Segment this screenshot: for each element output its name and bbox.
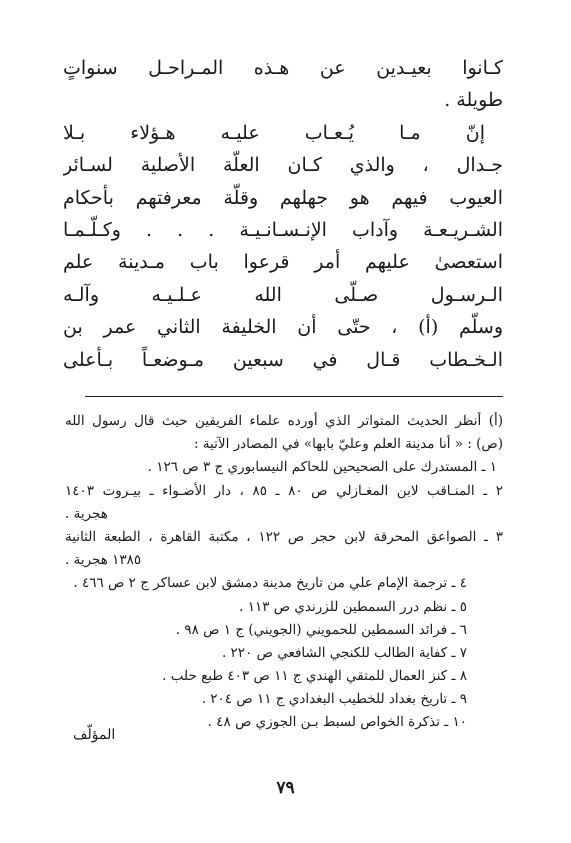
main-text-line: إنّ مـا يُـعـاب عليـه هـؤلاء بـلا (63, 121, 485, 144)
main-text-line: الـرسـول صـلّى الله عـلـيـه وآلـه (63, 283, 503, 306)
footnote-line: هجرية . (65, 505, 108, 522)
main-text-line: كـانوا بعيـدين عن هـذه المـراحـل سنواتٍ (63, 57, 503, 79)
footnote-line: (ص) : « أنا مدينة العلم وعليّ بابها» في المصادر الآتية : (193, 436, 503, 453)
main-text-line: طويلة . (444, 89, 503, 112)
footnote-line: ٣ ـ الصواعق المحرقة لابن حجر ص ١٢٢ ، مكتبة القاهرة ، الطبعة الثانية (65, 528, 503, 545)
page-number: ٧٩ (276, 778, 295, 798)
main-text-line: العيوب فيهم هو جهلهم وقلّة معرفتهم بأحكام (63, 186, 503, 209)
footnote-line: ١٠ ـ تذكرة الخواص لسبط بـن الجوزي ص ٤٨ . (207, 714, 467, 731)
footnote-divider (85, 396, 503, 397)
footnote-line: ٩ ـ تاريخ بغداد للخطيب البغدادي ج ١١ ص ٢٠٤ . (201, 691, 467, 708)
footnote-line: ٨ ـ كنز العمال للمتقي الهندي ج ١١ ص ٤٠٣ طبع حلب . (162, 668, 467, 685)
main-text-line: الـخـطاب قـال في سبعين مـوضعـاً بـأعلى (63, 348, 503, 371)
footnote-line: ١ ـ المستدرك على الصحيحين للحاكم النيسابوري ج ٣ ص ١٢٦ . (147, 459, 497, 476)
footnote-line: ٥ ـ نظم درر السمطين للزرندي ص ١١٣ . (239, 598, 467, 615)
main-text-block (63, 52, 503, 376)
footnote-line: ٤ ـ ترجمة الإمام علي من تاريخ مدينة دمشق لابن عساكر ج ٢ ص ٤٦٦ . (73, 575, 467, 592)
author-signature: المؤلّف (73, 727, 116, 743)
main-text-line: وسلّم (أ) ، حتّى أن الخليفة الثاني عمر بن (63, 316, 503, 339)
footnote-line: ٢ ـ المنـاقب لابن المغـازلي ص ٨٠ ـ ٨٥ ، دار الأضـواء ـ بيـروت ١٤٠٣ (65, 482, 503, 499)
footnote-line: (أ) أنظر الحديث المتواتر الذي أورده علماء الفريقين حيث قال رسول الله (65, 413, 503, 429)
footnote-line: ٧ ـ كفاية الطالب للكنجي الشافعي ص ٢٢٠ . (221, 644, 467, 661)
footnotes-block (65, 410, 503, 735)
main-text-line: استعصىٰ عليهم أمر قرعوا باب مـدينة علم (63, 251, 503, 274)
main-text-line: جـدال ، والذي كـان العلّة الأصلية لسـائر (63, 154, 503, 177)
main-text-line: الشـريـعـة وآداب الإنـسـانـيـة . . . وكـلّـمـا (63, 218, 503, 241)
footnote-line: ٦ ـ فرائد السمطين للحمويني (الجويني) ج ١ ص ٩٨ . (175, 621, 467, 638)
footnote-line: ١٣٨٥ هجرية . (65, 552, 142, 569)
